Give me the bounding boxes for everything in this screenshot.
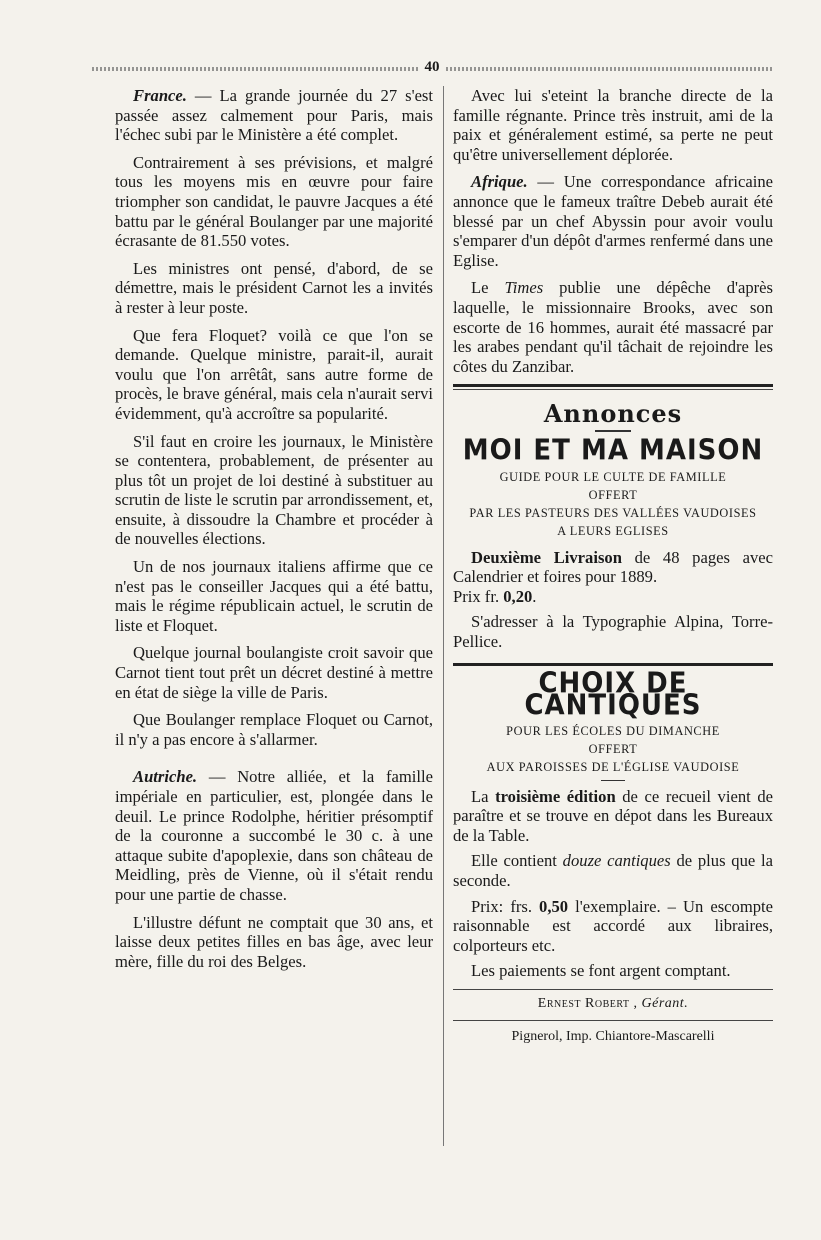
afrique-paragraph-1: Afrique. — Une correspondance africaine annonce que le fameux traître Debeb aurait été blessé par un chef Abyssin pour avoir voulu s'emparer d'un dépôt d'armes renfermé dans une Eglise. — [453, 172, 773, 270]
france-paragraph-5: S'il faut en croire les journaux, le Ministère se contentera, probablement, de présenter au plus tôt un projet de loi destiné à substituer au scrutin de liste le scrutin par arrondissement, et, ensuite, à dissoudre la Chambre et procéder à de nouvelles élections. — [115, 431, 433, 549]
header-rule — [92, 58, 772, 75]
country-heading-france: France. — [133, 86, 187, 105]
france-paragraph-7: Quelque journal boulangiste croit savoir que Carnot tient tout prêt un décret destiné à mettre en état de siège la ville de Paris. — [115, 643, 433, 702]
france-paragraph-1: France. — La grande journée du 27 s'est passée assez calmement pour Paris, mais l'échec subi par le Ministère a été complet. — [115, 86, 433, 145]
france-paragraph-4: Que fera Floquet? voilà ce que l'on se demande. Quelque ministre, parait-il, aurait voulu que l'on arrêtât, sans autre forme de procès, le brave général, mais cela n'aurait servi évidemment, qu'à accroître sa popularité. — [115, 325, 433, 423]
country-heading-autriche: Autriche. — [133, 767, 198, 787]
column-divider — [443, 86, 444, 1146]
ad-title: MOI ET MA MAISON — [462, 434, 764, 468]
ad-contact: S'adresser à la Typographie Alpina, Torre-Pellice. — [453, 612, 773, 651]
france-paragraph-6: Un de nos journaux italiens affirme que ce n'est pas le conseiller Jacques qui a été battu, mais le régime républicain actuel, le scrutin de liste et Floquet. — [115, 557, 433, 635]
left-column — [115, 86, 433, 979]
right-column — [453, 86, 773, 1046]
ad-body: Deuxième Livraison de 48 pages avec Calendrier et foires pour 1889. Prix fr. 0,20. — [453, 547, 773, 606]
ad-title: CHOIX DE CANTIQUES — [524, 667, 702, 723]
france-paragraph-2: Contrairement à ses prévisions, et malgré tous les moyens mis en œuvre pour faire triompher son candidat, le pauvre Jacques a été battu par le général Boulanger par une majorité écrasante de 81.550 votes. — [115, 152, 433, 251]
annonces-heading: Annonces — [543, 399, 683, 429]
gerant-line: Ernest Robert , Gérant. — [453, 989, 773, 1014]
france-paragraph-3: Les ministres ont pensé, d'abord, de se démettre, mais le président Carnot les a invités à rester à leur poste. — [115, 258, 433, 317]
afrique-paragraph-2: Le Times publie une dépêche d'après laquelle, le missionnaire Brooks, avec son escorte de 16 hommes, aurait été massacré par les arabes pendant qu'il tâchait de rejoindre les côtes du Zanzibar. — [453, 278, 773, 376]
country-heading-afrique: Afrique. — [471, 172, 528, 192]
autriche-paragraph-1: Autriche. — Notre alliée, et la famille impériale en particulier, est, plongée dans le deuil. Le prince Rodolphe, héritier présomptif de la couronne a succombé le 30 c. à une attaque subite d'apoplexie, dans son château de Meidling, près de Vienne, où il s'était rendu pour une partie de chasse. — [115, 767, 433, 904]
printer-line: Pignerol, Imp. Chiantore-Mascarelli — [453, 1020, 773, 1047]
page-number: 40 — [424, 58, 440, 75]
autriche-paragraph-2: L'illustre défunt ne comptait que 30 ans, et laisse deux petites filles en bas âge, avec leur mère, fille du roi des Belges. — [115, 912, 433, 971]
advertisement-choix-de-cantiques: CHOIX DE CANTIQUES POUR LES ÉCOLES DU DIMANCHE OFFERT AUX PAROISSES DE L'ÉGLISE VAUDOISE La troisième édition de ce recueil vient de paraître et se trouve en dépot dans les Bureaux de la Table. Elle contient douze cantiques de plus que la seconde. Prix: frs. 0,50 l'exemplaire. – Un escompte raisonnable est accordé aux libraires, colporteurs etc. Les paiements se font argent comptant. — [453, 667, 773, 981]
france-paragraph-8: Que Boulanger remplace Floquet ou Carnot, il n'y a pas encore à s'allarmer. — [115, 710, 433, 749]
autriche-continuation: Avec lui s'eteint la branche directe de la famille régnante. Prince très instruit, ami de la paix et généralement estimé, sa perte ne peut qu'être universellement déplorée. — [453, 86, 773, 164]
section-rule — [453, 663, 773, 666]
section-rule — [453, 384, 773, 387]
advertisement-moi-et-ma-maison: MOI ET MA MAISON GUIDE POUR LE CULTE DE FAMILLE OFFERT PAR LES PASTEURS DES VALLÉES VAUDOISES A LEURS EGLISES Deuxième Livraison de 48 pages avec Calendrier et foires pour 1889. Prix fr. 0,20. S'adresser à la Typographie Alpina, Torre-Pellice. — [453, 434, 773, 651]
